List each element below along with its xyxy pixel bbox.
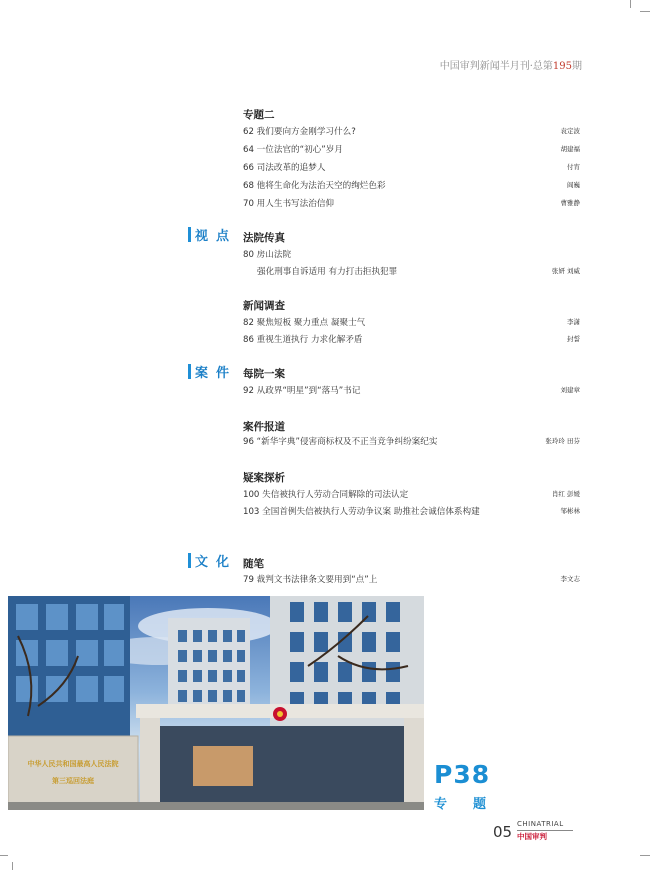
entry-author: 张妍 刘威 [551,267,580,275]
entry-title: 70 用人生书写法治信仰 [243,199,335,209]
toc-entry[interactable] [243,333,580,349]
category-culture [188,552,237,568]
entry-author: 刘建章 [560,386,580,394]
running-header [440,57,582,72]
entry-author: 张玲玲 田芬 [545,437,580,445]
crop-mark [640,855,650,856]
entry-title: 62 我们要向方金刚学习什么? [243,127,356,137]
sign-line-2: 第三巡回法庭 [52,777,94,785]
crop-mark [0,855,8,856]
entry-author: 袁定波 [560,127,580,135]
entry-author: 阎巍 [567,181,580,189]
toc-entry[interactable] [243,316,580,332]
feature-section-label: 专题 [434,797,513,812]
sign-line-1: 中华人民共和国最高人民法院 [27,760,119,768]
entry-title: 100 失信被执行人劳动合同解除的司法认定 [243,490,409,500]
logo-english: CHINATRIAL [517,820,564,828]
header-suffix: 期 [572,61,582,72]
category-label: 案件 [195,365,238,381]
entry-author: 付宵 [567,163,580,171]
entry-title: 80 房山法院 [243,250,292,260]
court-building-photo [8,596,424,810]
category-label: 视点 [195,228,238,244]
entry-title: 强化刑事自诉适用 有力打击拒执犯罪 [257,267,398,277]
entry-author: 邹彬林 [560,507,580,515]
toc-entry[interactable] [243,125,580,141]
section-title-case-report: 案件报道 [243,421,285,433]
category-label: 文化 [195,554,238,570]
entry-author: 曹雅静 [560,199,580,207]
entry-author: 封誓 [567,335,580,343]
entry-title: 82 聚焦短板 聚力重点 凝聚士气 [243,318,366,328]
entry-author: 肖红 彭媛 [551,490,580,498]
magazine-logo [517,820,575,842]
section-title-essay: 随笔 [243,558,264,570]
toc-entry[interactable] [243,248,580,264]
entry-title: 64 一位法官的“初心”岁月 [243,145,343,155]
header-issue: 195 [552,61,572,72]
toc-entry[interactable] [243,143,580,159]
entry-title: 92 从政界“明星”到“落马”书记 [243,386,361,396]
page-number: 05 [493,823,513,841]
entry-title: 96 “新华字典”侵害商标权及不正当竞争纠纷案纪实 [243,437,438,447]
crop-mark [630,0,631,8]
toc-entry[interactable] [243,435,580,451]
entry-author: 李文志 [560,575,580,583]
section-title-court-photo: 法院传真 [243,232,285,244]
section-title-difficult: 疑案探析 [243,472,285,484]
header-prefix: 中国审判新闻半月刊·总第 [439,61,553,72]
feature-page-label[interactable]: P38 [434,760,491,789]
entry-title: 103 全国首例失信被执行人劳动争议案 助推社会诚信体系构建 [243,507,480,517]
entry-author: 李潇 [567,318,580,326]
court-building-illustration [8,596,424,810]
logo-chinese: 中国审判 [517,832,547,841]
category-bar [188,364,191,379]
entry-title: 68 他将生命化为法治天空的绚烂色彩 [243,181,386,191]
toc-entry[interactable] [243,161,580,177]
category-bar [188,553,191,568]
toc-entry[interactable] [243,265,580,281]
toc-entry[interactable] [243,384,580,400]
toc-entry[interactable] [243,488,580,504]
section-title-special2: 专题二 [243,109,275,121]
category-cases [188,363,237,379]
category-viewpoint [188,226,237,242]
category-bar [188,227,191,242]
entry-title: 66 司法改革的追梦人 [243,163,326,173]
toc-entry[interactable] [243,179,580,195]
entry-title: 79 裁判文书法律条文要用到“点”上 [243,575,378,585]
toc-entry[interactable] [243,197,580,213]
crop-mark [12,862,13,870]
toc-entry[interactable] [243,573,580,589]
toc-entry[interactable] [243,505,580,521]
section-title-each-court: 每院一案 [243,368,285,380]
section-title-news-survey: 新闻调查 [243,300,285,312]
entry-title: 86 重视生道执行 力求化解矛盾 [243,335,363,345]
entry-author: 胡建福 [560,145,580,153]
crop-mark [640,11,650,12]
